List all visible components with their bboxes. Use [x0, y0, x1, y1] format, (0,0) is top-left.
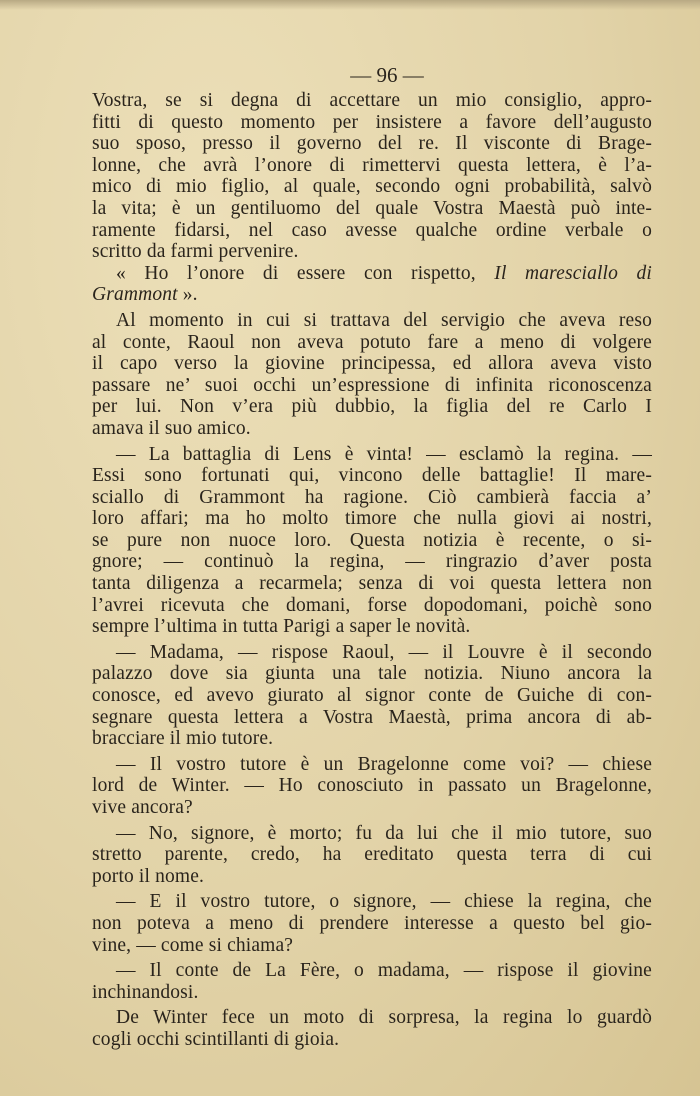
- text-line: la vita; è un gentiluomo del quale Vostra Maestà può inte-: [92, 197, 652, 219]
- signature-text: « Ho l’onore di essere con rispetto,: [116, 262, 495, 284]
- text-line: sempre l’ultima in tutta Parigi a saper le novità.: [92, 616, 471, 638]
- text-line: conosce, ed avevo giurato al signor conte de Guiche di con-: [92, 685, 652, 707]
- letter-paragraph: [92, 90, 652, 263]
- text-line: bracciare il mio tutore.: [92, 728, 274, 750]
- text-line: Vostra, se si degna di accettare un mio consiglio, appro-: [92, 90, 652, 111]
- text-line: per lui. Non v’era più dubbio, la figlia del re Carlo I: [92, 396, 652, 418]
- text-line: scritto da farmi pervenire.: [92, 241, 299, 263]
- text-line: — Madama, — rispose Raoul, — il Louvre è il secondo: [116, 641, 652, 663]
- dialogue-paragraph: [92, 891, 652, 956]
- signature-line: [92, 284, 652, 306]
- dialogue-paragraph: [92, 444, 652, 638]
- narrative-paragraph: [92, 1007, 652, 1050]
- text-line: inchinandosi.: [92, 981, 199, 1003]
- text-line: ramente fidarsi, nel caso avesse qualche ordine verbale o: [92, 219, 652, 241]
- text-line: suo sposo, presso il governo del re. Il visconte di Brage-: [92, 133, 652, 155]
- text-line: — E il vostro tutore, o signore, — chiese la regina, che: [116, 891, 652, 913]
- narrative-paragraph: [92, 310, 652, 440]
- text-line: lonne, che avrà l’onore di rimettervi questa lettera, è l’a-: [92, 154, 652, 176]
- text-line: vine, — come si chiama?: [92, 934, 294, 956]
- text-line: — La battaglia di Lens è vinta! — esclamò la regina. —: [116, 443, 652, 465]
- text-line: tanta diligenza a recarmela; senza di voi questa lettera non: [92, 573, 652, 595]
- signature-italic: Grammont: [92, 284, 178, 306]
- page-number: — 96 —: [350, 63, 424, 87]
- text-line: porto il nome.: [92, 865, 205, 887]
- text-line: lord de Winter. — Ho conosciuto in passato un Bragelonne,: [92, 775, 652, 797]
- text-line: al conte, Raoul non aveva potuto fare a meno di volgere: [92, 331, 652, 353]
- text-line: passare ne’ suoi occhi un’espressione di infinita riconoscenza: [92, 374, 652, 396]
- dialogue-paragraph: [92, 960, 652, 1003]
- text-line: segnare questa lettera a Vostra Maestà, prima ancora di ab-: [92, 706, 652, 728]
- text-line: loro affari; ma ho molto timore che nulla giovi ai nostri,: [92, 508, 652, 530]
- book-page: [92, 60, 652, 1051]
- text-line: palazzo dove sia giunta una tale notizia. Niuno ancora la: [92, 663, 652, 685]
- text-line: Essi sono fortunati qui, vincono delle battaglie! Il mare-: [92, 465, 652, 487]
- text-line: cogli occhi scintillanti di gioia.: [92, 1028, 340, 1050]
- text-line: De Winter fece un moto di sorpresa, la regina lo guardò: [116, 1007, 652, 1029]
- text-line: — Il vostro tutore è un Bragelonne come voi? — chiese: [116, 753, 652, 775]
- text-line: il capo verso la giovine principessa, ed allora aveva visto: [92, 353, 652, 375]
- dialogue-paragraph: [92, 754, 652, 819]
- text-line: l’avrei ricevuta che domani, forse dopodomani, poichè sono: [92, 594, 652, 616]
- text-line: amava il suo amico.: [92, 417, 251, 439]
- text-line: sciallo di Grammont ha ragione. Ciò cambierà faccia a’: [92, 486, 652, 508]
- text-line: gnore; — continuò la regina, — ringrazio d’aver posta: [92, 551, 652, 573]
- text-line: — No, signore, è morto; fu da lui che il mio tutore, suo: [116, 822, 652, 844]
- text-line: vive ancora?: [92, 797, 193, 818]
- text-line: — Il conte de La Fère, o madama, — rispose il giovine: [116, 960, 652, 982]
- text-line: se pure non nuoce loro. Questa notizia è recente, o si-: [92, 529, 652, 551]
- signature-close: ».: [177, 284, 198, 306]
- dialogue-paragraph: [92, 823, 652, 888]
- page-top-edge: [0, 0, 700, 10]
- text-line: stretto parente, credo, ha ereditato questa terra di cui: [92, 844, 652, 866]
- text-line: non poteva a meno di prendere interesse a questo bel gio-: [92, 912, 652, 934]
- text-line: mico di mio figlio, al quale, secondo ogni probabilità, salvò: [92, 176, 652, 198]
- dialogue-paragraph: [92, 642, 652, 750]
- signature-line: [92, 263, 652, 285]
- text-line: Al momento in cui si trattava del servigio che aveva reso: [116, 309, 652, 331]
- text-line: fitti di questo momento per insistere a favore dell’augusto: [92, 111, 652, 133]
- signature-italic: Il maresciallo di: [494, 262, 652, 284]
- letter-signature: [92, 263, 652, 306]
